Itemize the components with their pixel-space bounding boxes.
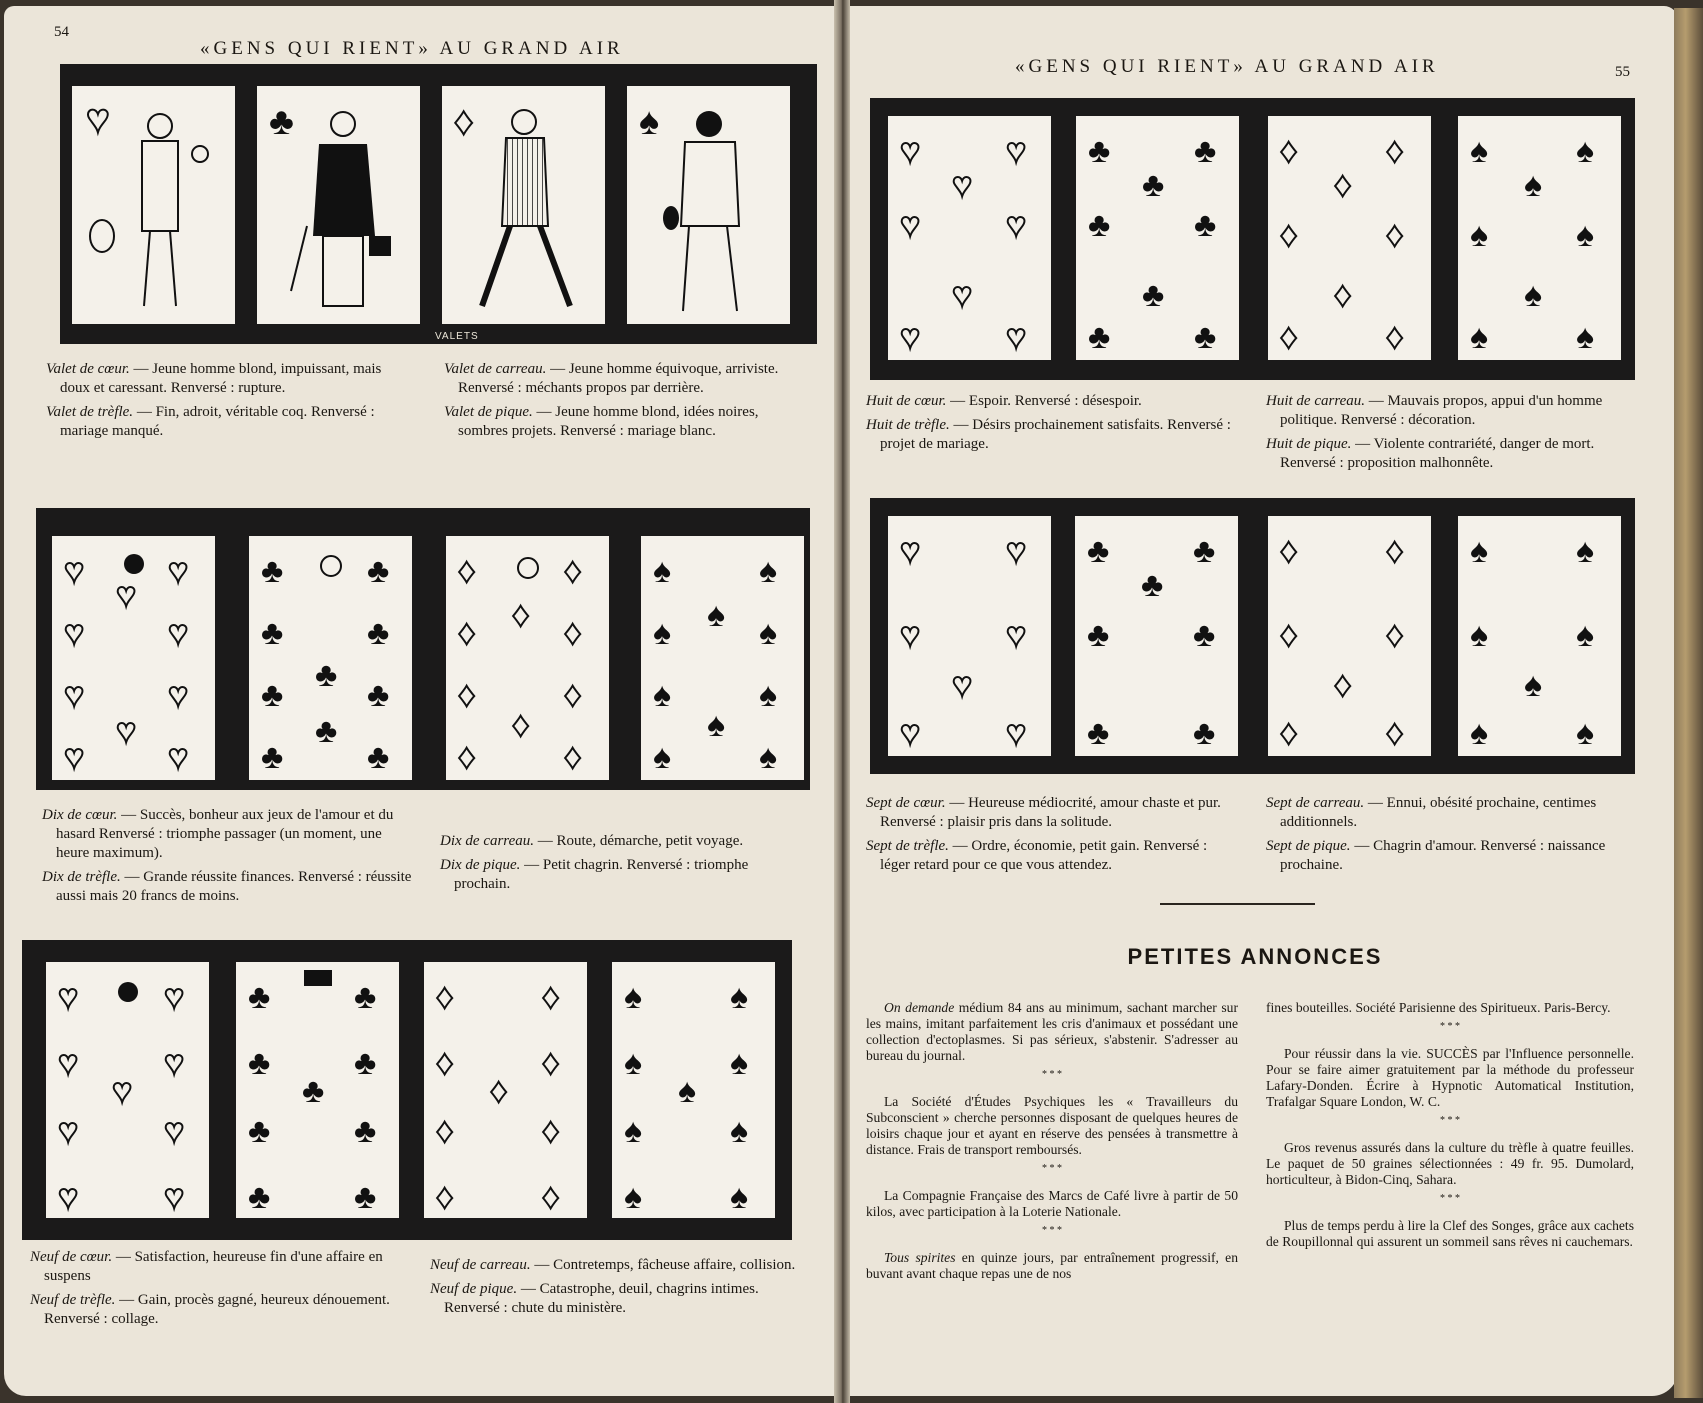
svg-text:♦: ♦ [1280, 217, 1298, 254]
svg-text:♣: ♣ [315, 657, 338, 694]
svg-text:♥: ♥ [952, 667, 973, 704]
card-huit-pique [1458, 116, 1621, 360]
svg-text:♣: ♣ [1194, 133, 1217, 170]
sept-text-col2 [1266, 794, 1636, 880]
svg-text:♥: ♥ [900, 133, 921, 170]
svg-text:♣: ♣ [248, 1179, 271, 1216]
entry-dix-pique: Dix de pique. — Petit chagrin. Renversé : triomphe prochain. [440, 857, 749, 892]
svg-text:♦: ♦ [542, 979, 560, 1016]
huit-text-col2 [1266, 392, 1636, 478]
svg-text:♠: ♠ [1524, 277, 1543, 314]
svg-text:♠: ♠ [730, 1179, 749, 1216]
annonce-spirites: Tous spirites en quinze jours, par entraînement progressif, en buvant avant chaque repas une de nos [866, 1250, 1238, 1281]
card-sept-carreau [1268, 516, 1431, 756]
svg-text:♦: ♦ [564, 615, 582, 652]
annonces-col2 [1266, 1000, 1634, 1250]
annonces-col1 [866, 1000, 1238, 1282]
entry-neuf-trefle: Neuf de trèfle. — Gain, procès gagné, heureux dénouement. Renversé : collage. [30, 1292, 390, 1327]
svg-text:♥: ♥ [1006, 617, 1027, 654]
svg-text:♣: ♣ [269, 101, 294, 143]
entry-valet-coeur: Valet de cœur. — Jeune homme blond, impuissant, mais doux et caressant. Renversé : rupture. [46, 361, 382, 396]
card-valet-pique [627, 86, 790, 324]
svg-text:♥: ♥ [1006, 207, 1027, 244]
entry-huit-pique: Huit de pique. — Violente contrariété, danger de mort. Renversé : proposition malhonnête. [1266, 436, 1595, 471]
svg-text:♠: ♠ [653, 553, 672, 590]
svg-text:♣: ♣ [1088, 207, 1111, 244]
svg-text:♦: ♦ [458, 739, 476, 776]
svg-text:♠: ♠ [759, 739, 778, 776]
card-neuf-trefle [236, 962, 399, 1218]
svg-text:♦: ♦ [512, 707, 530, 744]
annonce-influence: Pour réussir dans la vie. SUCCÈS par l'Influence personnelle. Pour se faire aimer gratuitement par la méthode du professeur Lafary-Donden. Écrire à Hypnotic Automatical Institution, Trafalgar Square London, W. C. [1266, 1046, 1634, 1109]
svg-text:♥: ♥ [58, 979, 79, 1016]
card-valet-carreau [442, 86, 605, 324]
svg-text:♥: ♥ [1006, 533, 1027, 570]
sept-text-col1 [866, 794, 1238, 880]
svg-text:♥: ♥ [164, 1113, 185, 1150]
svg-text:♠: ♠ [678, 1073, 697, 1110]
svg-text:♥: ♥ [58, 1045, 79, 1082]
svg-text:♣: ♣ [1088, 133, 1111, 170]
card-sept-coeur [888, 516, 1051, 756]
svg-text:♠: ♠ [653, 677, 672, 714]
svg-text:♥: ♥ [116, 577, 137, 614]
svg-text:♣: ♣ [367, 677, 390, 714]
svg-text:♣: ♣ [367, 553, 390, 590]
entry-dix-coeur: Dix de cœur. — Succès, bonheur aux jeux de l'amour et du hasard Renversé : triomphe passager (un moment, une heure maximum). [42, 807, 394, 861]
svg-text:♣: ♣ [354, 1113, 377, 1150]
svg-text:♣: ♣ [1087, 617, 1110, 654]
svg-text:♣: ♣ [261, 677, 284, 714]
entry-dix-carreau: Dix de carreau. — Route, démarche, petit voyage. [440, 833, 744, 849]
svg-text:♠: ♠ [653, 739, 672, 776]
svg-text:♦: ♦ [436, 1179, 454, 1216]
svg-text:♥: ♥ [168, 739, 189, 776]
svg-text:♠: ♠ [730, 1045, 749, 1082]
svg-text:♠: ♠ [1470, 715, 1489, 752]
svg-text:♥: ♥ [952, 167, 973, 204]
svg-text:♠: ♠ [707, 597, 726, 634]
svg-text:♥: ♥ [164, 1179, 185, 1216]
svg-text:♥: ♥ [900, 715, 921, 752]
svg-text:♦: ♦ [564, 553, 582, 590]
svg-text:♠: ♠ [730, 1113, 749, 1150]
card-neuf-carreau [424, 962, 587, 1218]
svg-text:♣: ♣ [1193, 533, 1216, 570]
annonce-spiritueux: fines bouteilles. Société Parisienne des Spiritueux. Paris-Bercy. [1266, 1000, 1611, 1015]
annonce-separator: * * * [1042, 1069, 1062, 1080]
book-gutter [834, 0, 850, 1403]
svg-text:♣: ♣ [1193, 715, 1216, 752]
svg-text:♦: ♦ [1334, 667, 1352, 704]
svg-text:♠: ♠ [624, 1179, 643, 1216]
svg-text:♦: ♦ [542, 1113, 560, 1150]
svg-text:♦: ♦ [564, 677, 582, 714]
svg-text:♠: ♠ [624, 1113, 643, 1150]
page-number-left: 54 [54, 24, 69, 40]
card-dix-trefle [249, 536, 412, 780]
svg-text:♦: ♦ [1386, 533, 1404, 570]
running-title-right: «GENS QUI RIENT» AU GRAND AIR [1015, 56, 1439, 77]
page-number-right: 55 [1615, 64, 1630, 80]
svg-text:♦: ♦ [1386, 617, 1404, 654]
svg-text:♥: ♥ [900, 319, 921, 356]
svg-text:♠: ♠ [639, 101, 660, 143]
svg-text:♣: ♣ [367, 739, 390, 776]
annonce-separator: * * * [1042, 1225, 1062, 1236]
card-strip-sept [870, 498, 1635, 774]
annonce-separator: * * * [1440, 1021, 1460, 1032]
annonce-separator: * * * [1440, 1193, 1460, 1204]
svg-text:♠: ♠ [759, 553, 778, 590]
card-neuf-coeur [46, 962, 209, 1218]
running-title-left: «GENS QUI RIENT» AU GRAND AIR [200, 38, 624, 59]
svg-text:♥: ♥ [164, 979, 185, 1016]
svg-text:♥: ♥ [900, 617, 921, 654]
entry-sept-coeur: Sept de cœur. — Heureuse médiocrité, amour chaste et pur. Renversé : plaisir pris dans la solitude. [866, 795, 1221, 830]
svg-text:♠: ♠ [1470, 319, 1489, 356]
svg-text:♣: ♣ [261, 553, 284, 590]
svg-text:♣: ♣ [1194, 319, 1217, 356]
card-huit-coeur [888, 116, 1051, 360]
svg-text:♦: ♦ [490, 1073, 508, 1110]
svg-text:♥: ♥ [64, 553, 85, 590]
svg-text:♣: ♣ [1142, 167, 1165, 204]
petites-annonces-title: PETITES ANNONCES [1127, 944, 1383, 969]
svg-text:♥: ♥ [64, 615, 85, 652]
svg-text:♦: ♦ [454, 101, 474, 143]
svg-text:♠: ♠ [1576, 133, 1595, 170]
annonce-separator: * * * [1042, 1163, 1062, 1174]
annonce-separator: * * * [1440, 1115, 1460, 1126]
card-valet-coeur [72, 86, 235, 324]
svg-text:♦: ♦ [1280, 533, 1298, 570]
svg-text:♠: ♠ [1576, 533, 1595, 570]
svg-text:♦: ♦ [436, 1113, 454, 1150]
svg-text:♦: ♦ [458, 615, 476, 652]
valets-text-col1 [46, 360, 404, 446]
svg-text:♥: ♥ [1006, 133, 1027, 170]
entry-valet-carreau: Valet de carreau. — Jeune homme équivoque, arriviste. Renversé : méchants propos par derrière. [444, 361, 779, 396]
svg-text:♠: ♠ [1576, 617, 1595, 654]
svg-text:♦: ♦ [1386, 319, 1404, 356]
svg-text:♦: ♦ [542, 1179, 560, 1216]
annonce-societe-etudes: La Société d'Études Psychiques les « Travailleurs du Subconscient » cherche personnes disposant de quelques heures de loisirs chaque jour et ayant en réserve des pensées à transmettre à distance. Frais de transport remboursés. [866, 1094, 1238, 1157]
svg-text:♦: ♦ [1386, 133, 1404, 170]
svg-text:♦: ♦ [1280, 617, 1298, 654]
card-huit-carreau [1268, 116, 1431, 360]
svg-text:♥: ♥ [58, 1113, 79, 1150]
svg-text:♥: ♥ [900, 533, 921, 570]
svg-text:♠: ♠ [1524, 167, 1543, 204]
svg-text:♣: ♣ [302, 1073, 325, 1110]
svg-text:♥: ♥ [900, 207, 921, 244]
svg-text:♦: ♦ [564, 739, 582, 776]
svg-text:♦: ♦ [458, 553, 476, 590]
svg-text:♠: ♠ [759, 677, 778, 714]
svg-text:♣: ♣ [261, 739, 284, 776]
entry-dix-trefle: Dix de trèfle. — Grande réussite finances. Renversé : réussite aussi mais 20 francs de moins. [42, 869, 412, 904]
svg-text:♣: ♣ [315, 713, 338, 750]
svg-text:♣: ♣ [1087, 715, 1110, 752]
svg-text:♠: ♠ [624, 979, 643, 1016]
entry-neuf-coeur: Neuf de cœur. — Satisfaction, heureuse fin d'une affaire en suspens [30, 1249, 383, 1284]
svg-text:♥: ♥ [64, 739, 85, 776]
svg-text:♦: ♦ [542, 1045, 560, 1082]
svg-text:♦: ♦ [1334, 167, 1352, 204]
svg-text:♠: ♠ [1470, 617, 1489, 654]
card-strip-valets [60, 64, 817, 344]
svg-text:♥: ♥ [112, 1073, 133, 1110]
svg-text:♥: ♥ [1006, 319, 1027, 356]
svg-text:♠: ♠ [1576, 217, 1595, 254]
svg-text:♣: ♣ [354, 1045, 377, 1082]
annonce-trefle: Gros revenus assurés dans la culture du trèfle à quatre feuilles. Le paquet de 50 graines sélectionnées : 49 fr. 95. Dumolard, horticulteur, à Bidon-Cinq, Sahara. [1266, 1140, 1634, 1187]
card-strip-neuf [22, 940, 792, 1240]
svg-text:♣: ♣ [367, 615, 390, 652]
svg-text:♥: ♥ [168, 615, 189, 652]
svg-text:♣: ♣ [1193, 617, 1216, 654]
annonce-marcs-de-cafe: La Compagnie Française des Marcs de Café livre à partir de 50 kilos, avec participation à la Loterie Nationale. [866, 1188, 1238, 1219]
card-valet-trefle [257, 86, 420, 324]
entry-neuf-pique: Neuf de pique. — Catastrophe, deuil, chagrins intimes. Renversé : chute du ministère. [430, 1281, 759, 1316]
huit-text-col1 [866, 392, 1241, 459]
dix-text-col2 [440, 832, 808, 899]
svg-text:♠: ♠ [1470, 133, 1489, 170]
card-dix-pique [641, 536, 804, 780]
svg-text:♦: ♦ [512, 597, 530, 634]
svg-text:♣: ♣ [354, 979, 377, 1016]
svg-text:♥: ♥ [164, 1045, 185, 1082]
svg-text:♠: ♠ [1470, 533, 1489, 570]
svg-text:♣: ♣ [1141, 567, 1164, 604]
svg-text:♣: ♣ [1194, 207, 1217, 244]
card-sept-trefle [1075, 516, 1238, 756]
entry-valet-pique: Valet de pique. — Jeune homme blond, idées noires, sombres projets. Renversé : mariage blanc. [444, 404, 759, 439]
svg-text:♣: ♣ [248, 1113, 271, 1150]
svg-text:♦: ♦ [1280, 133, 1298, 170]
svg-text:♥: ♥ [168, 677, 189, 714]
svg-text:♣: ♣ [1087, 533, 1110, 570]
svg-text:♠: ♠ [1524, 667, 1543, 704]
svg-text:♦: ♦ [1280, 715, 1298, 752]
svg-text:♦: ♦ [1386, 217, 1404, 254]
card-dix-coeur [52, 536, 215, 780]
entry-valet-trefle: Valet de trèfle. — Fin, adroit, véritable coq. Renversé : mariage manqué. [46, 404, 375, 439]
card-dix-carreau [446, 536, 609, 780]
svg-text:♣: ♣ [248, 979, 271, 1016]
svg-text:♣: ♣ [1142, 277, 1165, 314]
entry-huit-coeur: Huit de cœur. — Espoir. Renversé : désespoir. [866, 393, 1142, 409]
svg-text:♠: ♠ [707, 707, 726, 744]
annonce-roupillonnal: Plus de temps perdu à lire la Clef des Songes, grâce aux cachets de Roupillonnal qui assurent un sommeil sans rêves ni cauchemars. [1266, 1218, 1634, 1249]
svg-text:♣: ♣ [354, 1179, 377, 1216]
neuf-text-col1 [30, 1248, 402, 1334]
svg-text:♠: ♠ [624, 1045, 643, 1082]
svg-text:♦: ♦ [1280, 319, 1298, 356]
entry-sept-pique: Sept de pique. — Chagrin d'amour. Renversé : naissance prochaine. [1266, 838, 1606, 873]
svg-text:♥: ♥ [86, 96, 110, 141]
card-huit-trefle [1076, 116, 1239, 360]
svg-text:♦: ♦ [458, 677, 476, 714]
svg-text:♥: ♥ [168, 553, 189, 590]
entry-huit-carreau: Huit de carreau. — Mauvais propos, appui d'un homme politique. Renversé : décoration. [1266, 393, 1603, 428]
svg-text:♣: ♣ [261, 615, 284, 652]
svg-text:♥: ♥ [116, 713, 137, 750]
svg-text:♦: ♦ [1334, 277, 1352, 314]
svg-text:♠: ♠ [759, 615, 778, 652]
svg-text:♠: ♠ [653, 615, 672, 652]
entry-neuf-carreau: Neuf de carreau. — Contretemps, fâcheuse affaire, collision. [430, 1257, 796, 1273]
annonce-medium: On demande médium 84 ans au minimum, sachant marcher sur les mains, imitant parfaitement les cris d'animaux et possédant une collection d'ectoplasmes. Si pas sérieux, s'abstenir. S'adresser au bureau du journal. [866, 1000, 1238, 1063]
neuf-text-col2 [430, 1256, 800, 1323]
svg-text:♠: ♠ [1576, 715, 1595, 752]
svg-text:♥: ♥ [952, 277, 973, 314]
card-sept-pique [1458, 516, 1621, 756]
svg-text:♠: ♠ [1470, 217, 1489, 254]
svg-text:♠: ♠ [730, 979, 749, 1016]
svg-text:♥: ♥ [1006, 715, 1027, 752]
svg-text:♦: ♦ [436, 1045, 454, 1082]
svg-text:♠: ♠ [1576, 319, 1595, 356]
svg-text:♦: ♦ [436, 979, 454, 1016]
strip-label-valets: VALETS [435, 331, 479, 342]
entry-huit-trefle: Huit de trèfle. — Désirs prochainement satisfaits. Renversé : projet de mariage. [866, 417, 1231, 452]
entry-sept-carreau: Sept de carreau. — Ennui, obésité prochaine, centimes additionnels. [1266, 795, 1597, 830]
svg-text:♥: ♥ [58, 1179, 79, 1216]
svg-text:♣: ♣ [248, 1045, 271, 1082]
card-neuf-pique [612, 962, 775, 1218]
entry-sept-trefle: Sept de trèfle. — Ordre, économie, petit gain. Renversé : léger retard pour ce que vous attendez. [866, 838, 1208, 873]
valets-text-col2 [444, 360, 812, 446]
page-edges [1674, 8, 1703, 1398]
card-strip-dix [36, 508, 810, 790]
dix-text-col1 [42, 806, 412, 911]
svg-text:♥: ♥ [64, 677, 85, 714]
section-rule [1160, 903, 1315, 905]
svg-text:♦: ♦ [1386, 715, 1404, 752]
svg-text:♣: ♣ [1088, 319, 1111, 356]
card-strip-huit [870, 98, 1635, 380]
